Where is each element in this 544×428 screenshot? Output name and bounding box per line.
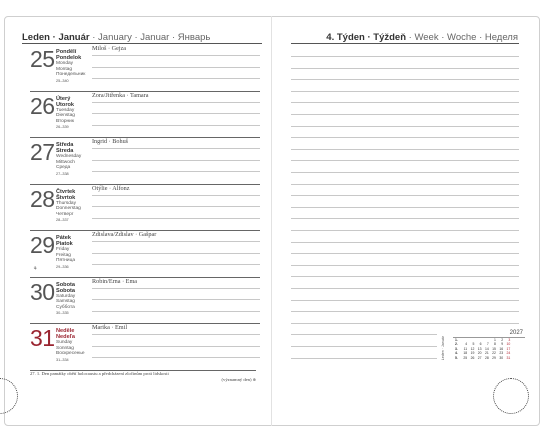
notes-line (291, 346, 437, 347)
day-name-de: Mittwoch (56, 159, 75, 165)
day-name-ru: Воскресенье (56, 351, 85, 357)
week-header (326, 32, 518, 43)
header-rule-right (291, 43, 519, 44)
week-cz: 4. Týden (326, 32, 365, 43)
day-of-year: 25–340 (56, 78, 69, 83)
mini-calendar-day: 12 (470, 346, 475, 351)
day-name-ru: Вторник (56, 118, 74, 124)
mini-calendar-day: 29 (492, 355, 496, 360)
mini-calendar-day: 3 (508, 338, 511, 342)
writing-line (92, 346, 260, 347)
day-name-cz: Středa (56, 142, 74, 148)
holiday-note-line2 (30, 377, 256, 383)
day-name-ru: Пятница (56, 258, 75, 264)
day-rule (30, 277, 260, 278)
writing-line (92, 125, 260, 126)
day-name-de: Samstag (56, 299, 75, 305)
day-name-en: Monday (56, 61, 74, 67)
week-translations: · Week · Woche · Неделя (406, 32, 518, 43)
notes-line (291, 334, 437, 335)
day-block (30, 91, 260, 138)
day-number: 28 (30, 185, 55, 212)
mini-calendar-day: 22 (492, 351, 496, 356)
day-name-cz: Čtvrtek (56, 188, 76, 195)
writing-line (92, 55, 260, 56)
nameday: Miloš · Gejza (92, 45, 127, 52)
mini-calendar-day: 17 (506, 346, 511, 351)
notes-line (291, 91, 519, 92)
notes-line (291, 184, 519, 185)
notes-line (291, 207, 519, 208)
mini-calendar-day: 13 (477, 346, 482, 351)
holiday-note-line1: 27. 1. Den památky obětí holocaustu a předcházení zločinům proti lidskosti (30, 371, 169, 376)
notes-line (291, 137, 519, 138)
day-name-en: Tuesday (56, 107, 75, 113)
writing-line (92, 218, 260, 219)
writing-line (92, 102, 260, 103)
notes-line (291, 253, 519, 254)
mini-calendar-day: 11 (463, 346, 468, 351)
mini-calendar-row (455, 356, 510, 360)
page-spine (271, 16, 272, 426)
writing-line (92, 113, 260, 114)
mini-calendar-day: 26 (470, 355, 475, 360)
notes-line (291, 300, 519, 301)
day-name-de: Montag (56, 66, 72, 72)
mini-calendar-day: 27 (477, 355, 482, 360)
notes-line (291, 114, 519, 115)
day-number: 27 (30, 139, 55, 165)
day-of-year: 28–337 (56, 218, 69, 223)
month-cz: Leden (22, 32, 50, 43)
header-sep: · (49, 32, 59, 43)
mini-calendar-day: 1 (494, 338, 496, 342)
mini-calendar-day: 28 (484, 355, 489, 360)
day-block (30, 323, 260, 370)
day-name-sk: Streda (56, 148, 74, 155)
day-number: 25 (30, 46, 55, 72)
writing-line (92, 299, 260, 300)
mini-calendar-day: 24 (506, 351, 511, 356)
writing-line (92, 264, 260, 265)
mini-calendar-week-num: 5. (455, 355, 458, 360)
mini-calendar-day: 15 (492, 346, 496, 351)
day-block (30, 230, 260, 277)
mini-calendar-week-num: 4. (455, 351, 458, 356)
mini-calendar-day: 9 (501, 342, 504, 347)
corner-arc-right (493, 378, 529, 414)
notes-line (291, 149, 519, 150)
nameday: Robin/Erna · Ema (92, 277, 138, 285)
mini-calendar-day: 23 (499, 351, 504, 356)
day-name-de: Dienstag (56, 113, 75, 119)
mini-calendar-month-label: Leden · Január (441, 336, 445, 361)
day-name-sk: Nedeľa (56, 334, 75, 341)
day-block (30, 137, 260, 184)
week-sk: Týždeň (373, 32, 407, 43)
notes-line (291, 126, 519, 127)
writing-line (92, 357, 260, 358)
writing-line (92, 288, 260, 289)
day-of-year: 31–334 (56, 357, 69, 362)
notes-line (291, 218, 519, 219)
nameday: Ingrid · Bohuš (92, 138, 129, 145)
mini-calendar-day: 5 (472, 342, 475, 347)
writing-line (92, 241, 260, 242)
day-rule (30, 323, 260, 324)
holiday-note-line2-text: (významný den) (221, 377, 252, 383)
mini-calendar-day: 6 (479, 342, 482, 347)
day-name-ru: Суббота (56, 304, 75, 310)
mini-calendar-day: 2 (501, 338, 504, 342)
day-name-ru: Четверг (56, 211, 74, 217)
notes-line (291, 323, 519, 324)
mini-calendar-day: 16 (499, 346, 504, 351)
day-of-year: 27–338 (56, 171, 69, 176)
notes-line (291, 160, 519, 161)
mini-calendar-day: 4 (465, 342, 468, 347)
mini-calendar-day: 31 (506, 355, 511, 360)
day-of-year: 26–339 (56, 125, 69, 130)
mini-calendar-day: 18 (463, 351, 468, 356)
month-translations: · January · Januar · Январь (89, 32, 211, 43)
mini-calendar (441, 330, 525, 366)
day-block (30, 277, 260, 324)
day-name-de: Sonntag (56, 345, 74, 351)
notes-line (291, 288, 519, 289)
mini-calendar-day: 20 (477, 351, 482, 356)
mini-calendar-day: 19 (470, 351, 475, 356)
notes-line (291, 102, 519, 103)
day-name-cz: Pátek (56, 235, 71, 241)
day-name-de: Donnerstag (56, 206, 81, 212)
mini-calendar-week-num: 3. (455, 346, 458, 351)
writing-line (92, 160, 260, 161)
day-name-cz: Pondělí (56, 49, 77, 55)
day-block (30, 184, 260, 231)
writing-line (92, 148, 260, 149)
writing-line (92, 171, 260, 172)
mini-calendar-week-num: 1. (455, 338, 458, 342)
mini-calendar-day: 21 (484, 351, 489, 356)
day-name-sk: Pondelok (56, 55, 82, 62)
nameday: Zdislava/Zdislav · Gašpar (92, 231, 157, 238)
day-rule (30, 184, 260, 185)
mini-calendar-day: 25 (463, 355, 468, 360)
month-sk: Január (58, 32, 90, 43)
mini-calendar-year: 2027 (509, 330, 523, 336)
day-name-en: Saturday (56, 293, 76, 299)
mini-calendar-month (441, 336, 451, 366)
writing-line (92, 67, 260, 68)
day-name-sk: Utorok (56, 101, 75, 108)
day-name-ru: Понедельник (56, 72, 86, 78)
day-name-sk: Piatok (56, 241, 73, 248)
month-header (22, 32, 210, 43)
day-name-cz: Sobota (56, 281, 75, 288)
mini-calendar-day: 10 (506, 342, 511, 347)
nameday: Marika · Emil (92, 324, 128, 331)
notes-line (291, 276, 519, 277)
writing-line (92, 195, 260, 196)
writing-line (92, 78, 260, 79)
day-name-en: Thursday (56, 200, 76, 206)
day-number: 29 (30, 232, 55, 258)
day-of-year: 29–336 (56, 264, 69, 269)
mini-calendar-day: 8 (494, 342, 496, 347)
mini-calendar-day: 14 (484, 346, 489, 351)
notes-line (291, 242, 519, 243)
day-number: 26 (30, 92, 55, 119)
notes-line (291, 79, 519, 80)
header-sep-right: · (364, 32, 374, 43)
day-name-sk: Sobota (56, 287, 75, 294)
sk-flag-icon: ⊕ (252, 377, 256, 383)
day-name-ru: Среда (56, 165, 71, 171)
notes-line (291, 358, 437, 359)
notes-line (291, 172, 519, 173)
notes-line (291, 311, 519, 312)
day-number: 30 (30, 278, 55, 305)
day-name-en: Wednesday (56, 154, 82, 160)
mini-calendar-grid (455, 338, 510, 360)
notes-line (291, 265, 519, 266)
day-name-cz: Neděle (56, 328, 75, 334)
writing-line (92, 253, 260, 254)
day-name-en: Friday (56, 247, 70, 253)
nameday: Otýlie · Alfonz (92, 184, 130, 192)
day-name-en: Sunday (56, 340, 73, 346)
writing-line (92, 334, 260, 335)
notes-line (291, 56, 519, 57)
mini-calendar-day: 7 (486, 342, 489, 347)
notes-line (291, 230, 519, 231)
day-block (30, 44, 260, 91)
mini-calendar-week-num: 2. (455, 342, 458, 347)
day-rule (30, 137, 260, 138)
notes-line (291, 68, 519, 69)
writing-line (92, 206, 260, 207)
ribbon-icon: ⚘ (33, 266, 38, 272)
holiday-note (30, 371, 256, 384)
day-name-sk: Štvrtok (56, 194, 76, 201)
mini-calendar-day: 30 (499, 355, 504, 360)
writing-line (92, 311, 260, 312)
day-number: 31 (30, 325, 55, 351)
day-name-cz: Úterý (56, 95, 71, 102)
notes-line (291, 195, 519, 196)
day-name-de: Freitag (56, 252, 71, 258)
nameday: Zora/Jitřenka · Tamara (92, 91, 149, 99)
day-of-year: 30–335 (56, 311, 69, 316)
